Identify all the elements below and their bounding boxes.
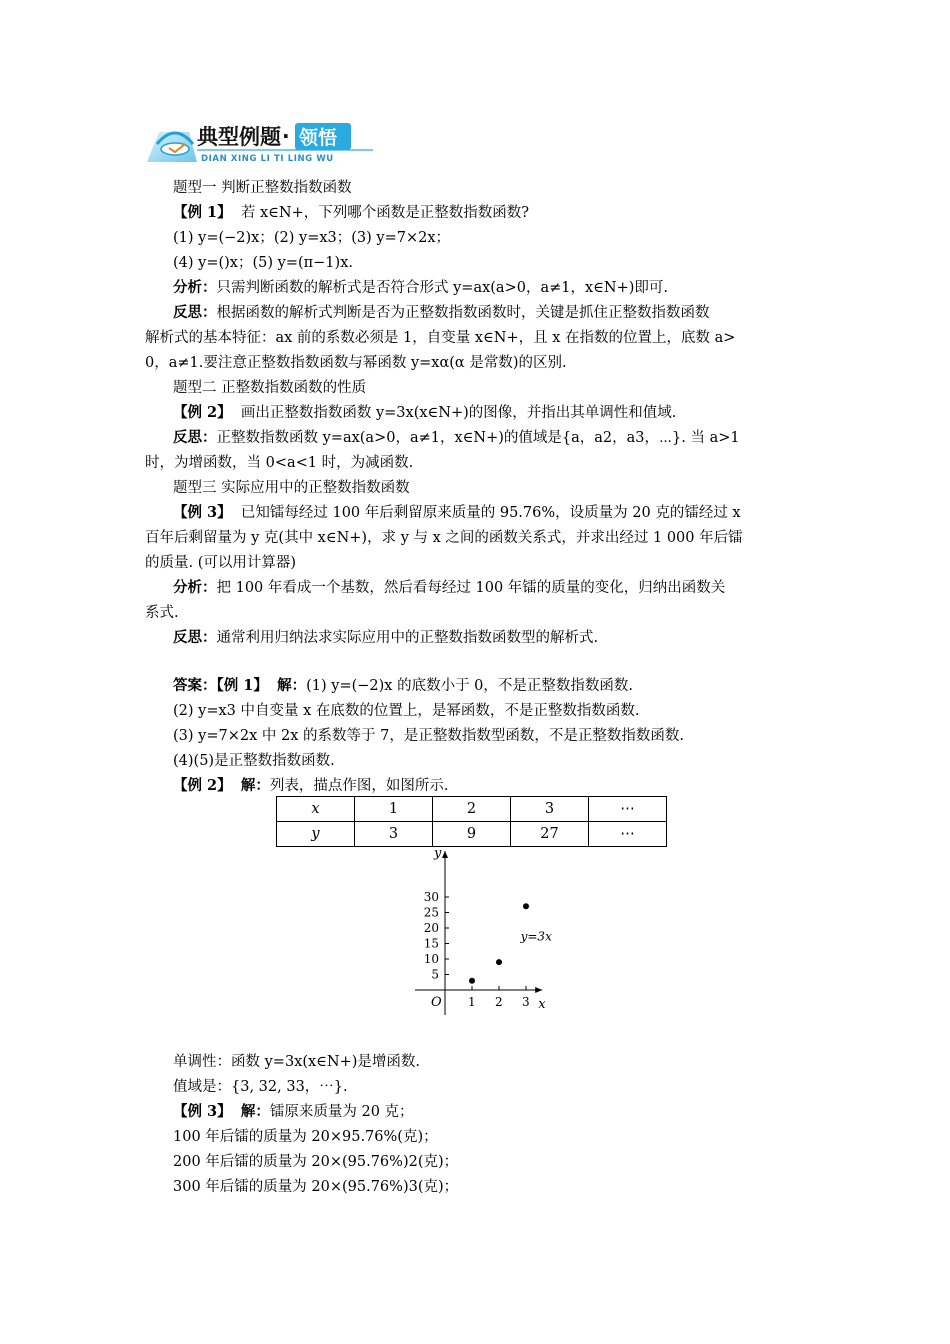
section-heading-2: 题型二 正整数指数函数的性质 <box>173 380 367 396</box>
x-tick-label: 1 <box>468 995 476 1009</box>
x-tick-label: 3 <box>522 995 530 1009</box>
table-cell: 2 <box>433 797 511 822</box>
reflection-2 <box>173 428 740 448</box>
answer-label: 答案： <box>173 677 217 694</box>
origin-label: O <box>431 995 442 1010</box>
y-axis-arrow-icon <box>442 851 448 858</box>
example-1-label: 【例 1】 <box>173 204 232 221</box>
example-1-options-a: (1) y=(−2)x；(2) y=x3；(3) y=7×2x； <box>173 230 451 246</box>
answer-3-line-200: 200 年后镭的质量为 20×(95.76%)2(克)； <box>173 1154 459 1170</box>
range-line: 值域是：{3, 32, 33，⋯}. <box>173 1079 348 1095</box>
table-cell: y <box>277 822 355 847</box>
example-2-label: 【例 2】 <box>173 404 232 421</box>
reflection-1 <box>173 303 710 323</box>
x-axis-label: x <box>538 997 546 1012</box>
reflection-3 <box>173 628 598 648</box>
x-tick-label: 2 <box>495 995 503 1009</box>
example-1-text: 若 x∈N+，下列哪个函数是正整数指数函数? <box>240 205 529 221</box>
monotonicity-line: 单调性：函数 y=3x(x∈N+)是增函数. <box>173 1054 421 1070</box>
answer-3-text: 镭原来质量为 20 克； <box>269 1104 414 1120</box>
banner-dot: · <box>282 124 290 148</box>
analysis-3 <box>173 578 725 598</box>
example-3-cont-a: 百年后剩留量为 y 克(其中 x∈N+)，求 y 与 x 之间的函数关系式，并求出经过 1 000 年后镭 <box>145 530 743 546</box>
answer-1-text: (1) y=(−2)x 的底数小于 0，不是正整数指数函数. <box>306 678 634 694</box>
answer-1-part-3: (3) y=7×2x 中 2x 的系数等于 7，是正整数指数型函数，不是正整数指数函数. <box>173 728 684 744</box>
reflection-3-label: 反思： <box>173 629 217 646</box>
answer-example-3-label: 【例 3】 <box>173 1103 232 1120</box>
x-axis-arrow-icon <box>535 987 542 993</box>
reflection-1-cont-b: 0，a≠1.要注意正整数指数函数与幂函数 y=xα(α 是常数)的区别. <box>145 355 567 371</box>
analysis-3-text: 把 100 年看成一个基数，然后看每经过 100 年镭的质量的变化，归纳出函数关 <box>216 580 726 596</box>
example-1-options-b: (4) y=()x；(5) y=(π−1)x. <box>173 255 353 271</box>
y-tick-label: 20 <box>423 921 439 935</box>
banner-highlight: 领悟 <box>299 127 338 149</box>
reflection-3-text: 通常利用归纳法求实际应用中的正整数指数函数型的解析式. <box>216 630 599 646</box>
analysis-3-label: 分析： <box>173 579 217 596</box>
table-cell: 27 <box>511 822 589 847</box>
example-3-label: 【例 3】 <box>173 504 232 521</box>
answer-1-part-2: (2) y=x3 中自变量 x 在底数的位置上，是幂函数，不是正整数指数函数. <box>173 703 640 719</box>
answer-3-solution-label: 解： <box>240 1103 270 1120</box>
banner-title: 典型例题 <box>197 125 281 149</box>
answer-2 <box>173 776 448 796</box>
scatter-plot <box>415 845 565 1020</box>
table-cell: 1 <box>355 797 433 822</box>
table-cell: 3 <box>511 797 589 822</box>
reflection-label: 反思： <box>173 304 217 321</box>
answer-1-part-4: (4)(5)是正整数指数函数. <box>173 753 335 769</box>
data-point <box>523 903 529 909</box>
example-3-cont-b: 的质量. (可以用计算器) <box>145 555 297 571</box>
answer-2-text: 列表，描点作图，如图所示. <box>269 778 449 794</box>
section-banner <box>145 118 375 164</box>
reflection-2-cont: 时，为增函数，当 0<a<1 时，为减函数. <box>145 455 414 471</box>
table-cell: x <box>277 797 355 822</box>
curve-annotation: y=3x <box>520 929 552 944</box>
analysis-label: 分析： <box>173 279 217 296</box>
answer-example-1-label: 【例 1】 <box>216 677 268 694</box>
table-cell: 3 <box>355 822 433 847</box>
y-tick-label: 30 <box>423 890 439 904</box>
analysis-1 <box>173 278 668 298</box>
example-3-text: 已知镭每经过 100 年后剩留原来质量的 95.76%，设质量为 20 克的镭经过 x <box>240 505 741 521</box>
banner-pinyin: DIAN XING LI TI LING WU <box>201 154 334 164</box>
analysis-3-cont: 系式. <box>145 605 179 621</box>
answer-2-solution-label: 解： <box>240 777 270 794</box>
reflection-2-label: 反思： <box>173 429 217 446</box>
example-2-text: 画出正整数指数函数 y=3x(x∈N+)的图像，并指出其单调性和值域. <box>240 405 677 421</box>
table-row <box>277 822 667 847</box>
y-tick-label: 15 <box>423 936 439 951</box>
reflection-text: 根据函数的解析式判断是否为正整数指数函数时，关键是抓住正整数指数函数 <box>216 305 710 321</box>
table-row <box>277 797 667 822</box>
data-point <box>496 959 502 965</box>
table-cell: ⋯ <box>589 822 667 847</box>
analysis-text: 只需判断函数的解析式是否符合形式 y=ax(a>0，a≠1，x∈N+)即可. <box>216 280 668 296</box>
answer-example-2-label: 【例 2】 <box>173 777 232 794</box>
table-cell: 9 <box>433 822 511 847</box>
data-point <box>469 978 475 984</box>
y-tick-label: 10 <box>423 952 439 966</box>
reflection-1-cont-a: 解析式的基本特征：ax 前的系数必须是 1，自变量 x∈N+，且 x 在指数的位置上，底数 a> <box>145 330 736 346</box>
y-tick-label: 5 <box>431 967 439 982</box>
banner-emblem-icon <box>147 132 197 162</box>
y-tick-label: 25 <box>423 905 439 920</box>
section-heading-1: 题型一 判断正整数指数函数 <box>173 180 352 196</box>
example-3-question <box>173 503 741 523</box>
reflection-2-text: 正整数指数函数 y=ax(a>0，a≠1，x∈N+)的值域是{a，a2，a3，⋯}. 当 a>1 <box>216 430 740 446</box>
example-2-question <box>173 403 676 423</box>
answer-solution-label: 解： <box>277 677 307 694</box>
answer-3 <box>173 1102 414 1122</box>
value-table <box>276 796 667 847</box>
y-axis-label: y <box>434 846 442 861</box>
answer-3-line-300: 300 年后镭的质量为 20×(95.76%)3(克)； <box>173 1179 459 1195</box>
section-heading-3: 题型三 实际应用中的正整数指数函数 <box>173 480 410 496</box>
answer-1 <box>173 676 633 696</box>
answer-3-line-100: 100 年后镭的质量为 20×95.76%(克)； <box>173 1129 438 1145</box>
table-cell: ⋯ <box>589 797 667 822</box>
example-1-question <box>173 203 529 223</box>
